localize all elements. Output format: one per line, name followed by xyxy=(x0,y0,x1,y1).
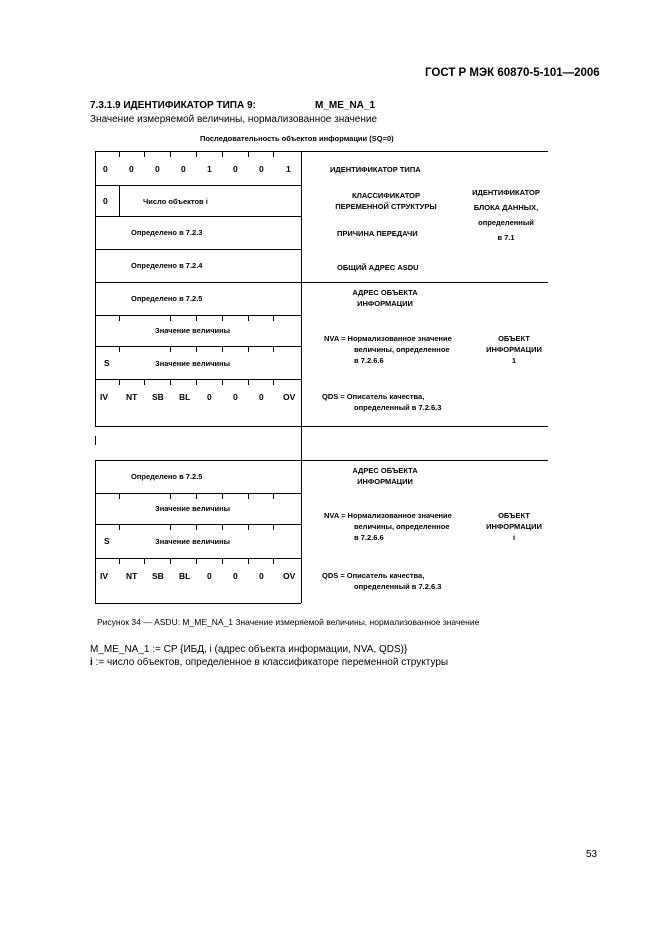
type-bit: 0 xyxy=(259,164,264,174)
qds-bit: SB xyxy=(152,392,164,402)
section-title: 7.3.1.9 ИДЕНТИФИКАТОР ТИПА 9: xyxy=(90,100,256,111)
vsq-label: КЛАССИФИКАТОР ПЕРЕМЕННОЙ СТРУКТУРЫ xyxy=(335,191,437,211)
type-code: M_ME_NA_1 xyxy=(315,100,376,111)
qds-bit: 0 xyxy=(233,392,238,402)
type-bit: 0 xyxy=(103,164,108,174)
object-1-label: ОБЪЕКТ ИНФОРМАЦИИ 1 xyxy=(486,334,542,365)
ioa-cell-i: Определено в 7.2.5 xyxy=(131,472,203,481)
common-address-cell: Определено в 7.2.4 xyxy=(131,261,203,270)
qds-bit: 0 xyxy=(233,571,238,581)
qds-bit: IV xyxy=(100,571,109,581)
formula-line-2: i := число объектов, определенное в классификаторе переменной структуры xyxy=(90,657,449,668)
type-bit: 0 xyxy=(181,164,186,174)
standard-header: ГОСТ Р МЭК 60870-5-101—2006 xyxy=(425,67,600,79)
value-cell-high: Значение величины xyxy=(155,326,231,335)
cause-label: ПРИЧИНА ПЕРЕДАЧИ xyxy=(337,229,418,238)
value-cell-low: Значение величины xyxy=(155,537,231,546)
dui-label: ИДЕНТИФИКАТОР БЛОКА ДАННЫХ, определенный в 7.1 xyxy=(472,188,540,242)
qds-label-1: QDS = Описатель качества, определенный в 7.2.6.3 xyxy=(322,392,442,412)
qds-bit: IV xyxy=(100,392,109,402)
qds-bit: 0 xyxy=(259,392,264,402)
type-bit: 0 xyxy=(129,164,134,174)
formula-line-1: M_ME_NA_1 := CP {ИБД, i (адрес объекта информации, NVA, QDS)} xyxy=(90,644,408,655)
common-address-label: ОБЩИЙ АДРЕС ASDU xyxy=(337,263,419,272)
formula-variable: i xyxy=(90,657,93,668)
value-cell-high: Значение величины xyxy=(155,504,231,513)
type-bit: 1 xyxy=(286,164,291,174)
qds-bit: NT xyxy=(126,571,138,581)
type-bit: 0 xyxy=(155,164,160,174)
cause-cell: Определено в 7.2.3 xyxy=(131,228,203,237)
sequence-caption: Последовательность объектов информации (SQ=0) xyxy=(200,134,394,143)
qds-bit: OV xyxy=(283,571,296,581)
sign-bit: S xyxy=(104,358,110,368)
ioa-cell-1: Определено в 7.2.5 xyxy=(131,294,203,303)
nva-label-i: NVA = Нормализованное значение величины, определенное в 7.2.6.6 xyxy=(324,511,452,542)
type-bit: 0 xyxy=(233,164,238,174)
qds-bit: BL xyxy=(179,392,191,402)
qds-bit: 0 xyxy=(259,571,264,581)
object-i-label: ОБЪЕКТ ИНФОРМАЦИИ i xyxy=(486,511,542,542)
qds-bit: OV xyxy=(283,392,296,402)
qds-bit: BL xyxy=(179,571,191,581)
qds-bit: NT xyxy=(126,392,138,402)
page-number: 53 xyxy=(586,849,598,860)
nva-label-1: NVA = Нормализованное значение величины, определенное в 7.2.6.6 xyxy=(324,334,452,365)
number-of-objects: Число объектов i xyxy=(143,197,208,206)
value-cell-low: Значение величины xyxy=(155,359,231,368)
ioa-label-1: АДРЕС ОБЪЕКТА ИНФОРМАЦИИ xyxy=(352,288,418,308)
type-bit: 1 xyxy=(207,164,212,174)
qds-label-i: QDS = Описатель качества, определенный в 7.2.6.3 xyxy=(322,571,442,591)
figure-caption: Рисунок 34 — ASDU: M_ME_NA_1 Значение измеряемой величины, нормализованное значение xyxy=(97,617,480,627)
qds-bit: SB xyxy=(152,571,164,581)
section-subtitle: Значение измеряемой величины, нормализованное значение xyxy=(90,114,378,125)
sign-bit: S xyxy=(104,536,110,546)
qds-bit: 0 xyxy=(207,571,212,581)
type-id-label: ИДЕНТИФИКАТОР ТИПА xyxy=(330,165,421,174)
qds-bit: 0 xyxy=(207,392,212,402)
ioa-label-i: АДРЕС ОБЪЕКТА ИНФОРМАЦИИ xyxy=(352,466,418,486)
sq-bit: 0 xyxy=(103,196,108,206)
